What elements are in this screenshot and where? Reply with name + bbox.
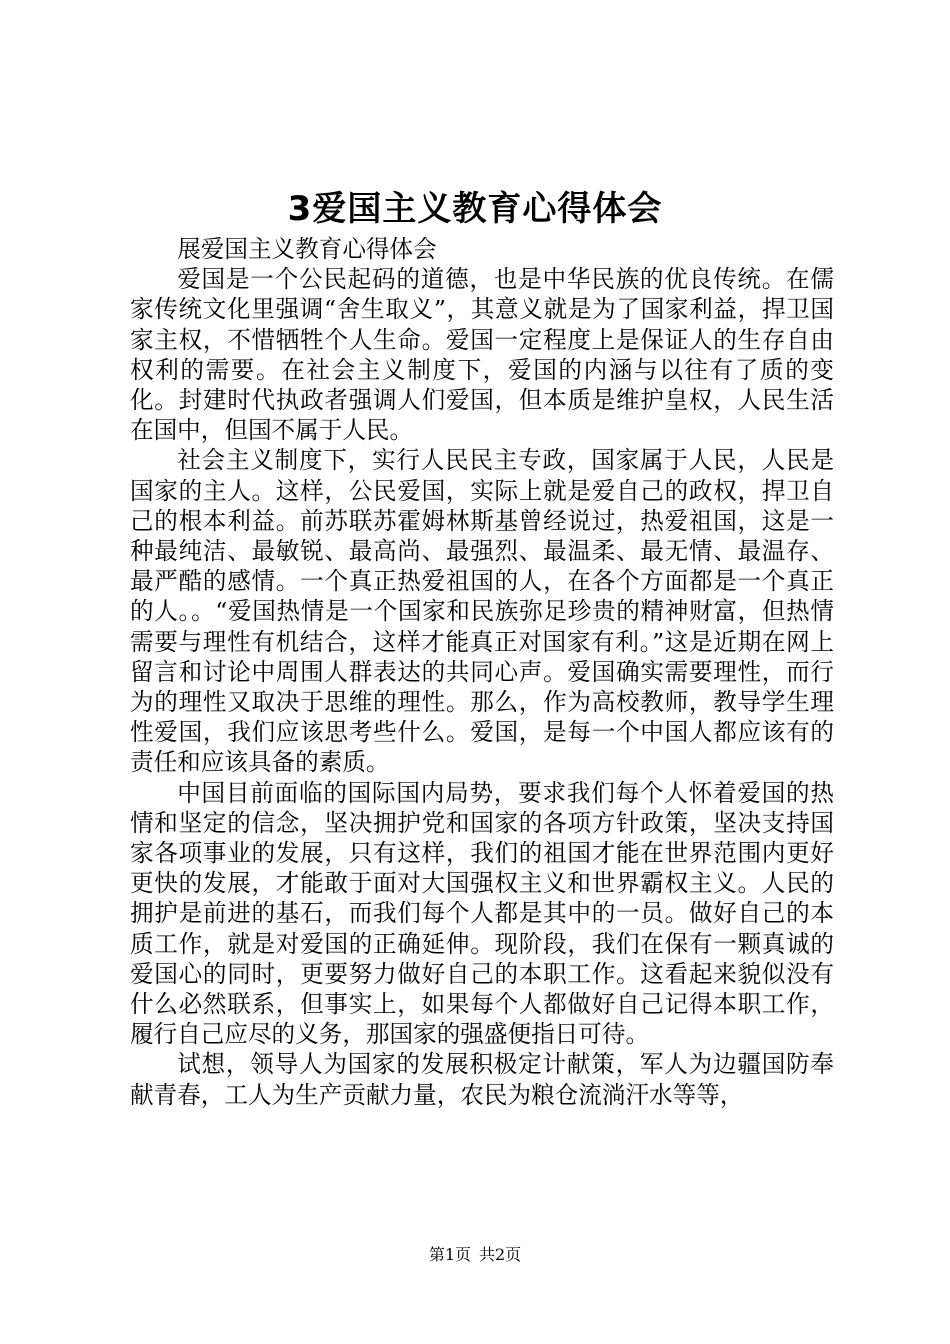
document-title: 3爱国主义教育心得体会 [287,189,663,229]
body-paragraph: 爱国是一个公民起码的道德，也是中华民族的优良传统。在儒家传统文化里强调“舍生取义”，其意义就是为了国家利益，捍卫国家主权，不惜牺牲个人生命。爱国一定程度上是保证人的生存自由权利的需要。在社会主义制度下，爱国的内涵与以往有了质的变化。封建时代执政者强调人们爱国，但本质是维护皇权，人民生活在国中，但国不属于人民。 [130,265,834,445]
body-paragraph: 试想，领导人为国家的发展积极定计献策，军人为边疆国防奉献青春，工人为生产贡献力量，农民为粮仓流淌汗水等等， [130,1050,834,1109]
page-total: 共2页 [479,1245,522,1264]
body-paragraph: 社会主义制度下，实行人民民主专政，国家属于人民，人民是国家的主人。这样，公民爱国，实际上就是爱自己的政权，捍卫自己的根本利益。前苏联苏霍姆林斯基曾经说过，热爱祖国，这是一种最纯洁、最敏锐、最高尚、最强烈、最温柔、最无情、最温存、最严酷的感情。一个真正热爱祖国的人，在各个方面都是一个真正的人。。“爱国热情是一个国家和民族弥足珍贵的精神财富，但热情需要与理性有机结合，这样才能真正对国家有利。”这是近期在网上留言和讨论中周围人群表达的共同心声。爱国确实需要理性，而行为的理性又取决于思维的理性。那么，作为高校教师，教导学生理性爱国，我们应该思考些什么。爱国，是每一个中国人都应该有的责任和应该具备的素质。 [130,446,834,777]
page-footer [0,1244,950,1266]
page-number: 第1页 [428,1245,471,1264]
document-body [130,234,834,1110]
subtitle-paragraph: 展爱国主义教育心得体会 [177,235,437,263]
body-paragraph: 中国目前面临的国际国内局势，要求我们每个人怀着爱国的热情和坚定的信念，坚决拥护党和国家的各项方针政策，坚决支持国家各项事业的发展，只有这样，我们的祖国才能在世界范围内更好更快的发展，才能敢于面对大国强权主义和世界霸权主义。人民的拥护是前进的基石，而我们每个人都是其中的一员。做好自己的本质工作，就是对爱国的正确延伸。现阶段，我们在保有一颗真诚的爱国心的同时，更要努力做好自己的本职工作。这看起来貌似没有什么必然联系，但事实上，如果每个人都做好自己记得本职工作，履行自己应尽的义务，那国家的强盛便指日可待。 [130,778,834,1049]
